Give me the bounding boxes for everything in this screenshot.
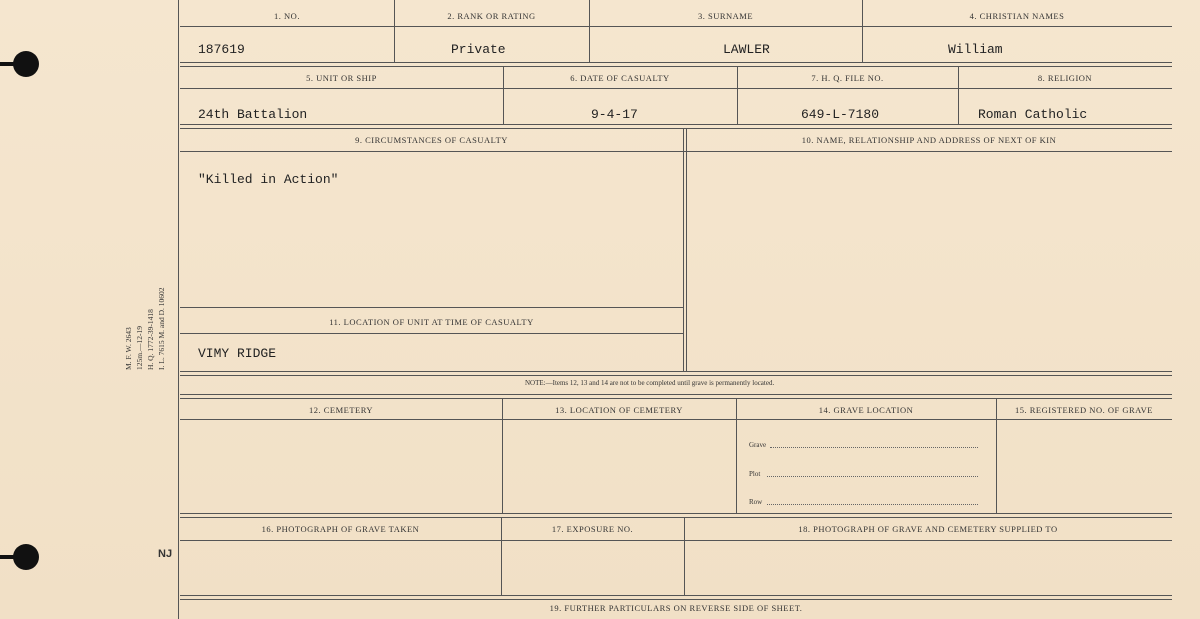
row1-rule bbox=[180, 26, 1172, 27]
punch-hole-bottom bbox=[13, 544, 39, 570]
christian-names-value: William bbox=[948, 42, 1003, 57]
row2-bottom-rule bbox=[180, 124, 1172, 129]
date-casualty-value: 9-4-17 bbox=[591, 107, 638, 122]
grave-location-label: 14. GRAVE LOCATION bbox=[818, 405, 914, 415]
photo-taken-label: 16. PHOTOGRAPH OF GRAVE TAKEN bbox=[261, 524, 420, 534]
unit-label: 5. UNIT OR SHIP bbox=[306, 73, 377, 83]
punch-hole-top bbox=[13, 51, 39, 77]
registered-no-label: 15. REGISTERED NO. OF GRAVE bbox=[1014, 405, 1154, 415]
christian-names-label: 4. CHRISTIAN NAMES bbox=[969, 11, 1065, 21]
circumstances-value: "Killed in Action" bbox=[198, 172, 339, 187]
rank-label: 2. RANK OR RATING bbox=[447, 11, 536, 21]
row-field-label: Row bbox=[749, 498, 763, 506]
rank-value: Private bbox=[451, 42, 506, 57]
side-print-line-2: 125m.—12-19 bbox=[135, 326, 144, 370]
side-print-line-1: M. F. W. 2643 bbox=[124, 327, 133, 370]
side-print-line-4: I. L. 7615 M. and D. 10602 bbox=[157, 287, 166, 370]
exposure-label: 17. EXPOSURE NO. bbox=[551, 524, 634, 534]
next-of-kin-label: 10. NAME, RELATIONSHIP AND ADDRESS OF NEXT OF KIN bbox=[801, 135, 1057, 145]
side-print bbox=[124, 250, 180, 370]
circumstances-label: 9. CIRCUMSTANCES OF CASUALTY bbox=[355, 135, 508, 145]
no-label: 1. NO. bbox=[274, 11, 300, 21]
plot-field-label: Plot bbox=[749, 470, 761, 478]
hq-file-label: 7. H. Q. FILE NO. bbox=[811, 73, 884, 83]
initials: NJ bbox=[158, 548, 173, 560]
cemetery-label: 12. CEMETERY bbox=[308, 405, 374, 415]
hq-file-value: 649-L-7180 bbox=[801, 107, 880, 122]
surname-value: LAWLER bbox=[723, 42, 770, 57]
location-unit-label: 11. LOCATION OF UNIT AT TIME OF CASUALTY bbox=[329, 317, 534, 327]
religion-label: 8. RELIGION bbox=[1037, 73, 1093, 83]
side-print-line-3: H. Q. 1772-39-1418 bbox=[146, 309, 155, 370]
religion-value: Roman Catholic bbox=[978, 107, 1088, 122]
surname-label: 3. SURNAME bbox=[697, 11, 754, 21]
date-casualty-label: 6. DATE OF CASUALTY bbox=[570, 73, 670, 83]
grave-field-label: Grave bbox=[749, 441, 767, 449]
note-text: NOTE:—Items 12, 13 and 14 are not to be completed until grave is permanently located. bbox=[525, 379, 775, 387]
photo-supplied-label: 18. PHOTOGRAPH OF GRAVE AND CEMETERY SUPPLIED TO bbox=[798, 524, 1058, 534]
unit-value: 24th Battalion bbox=[198, 107, 308, 122]
location-cemetery-label: 13. LOCATION OF CEMETERY bbox=[555, 405, 683, 415]
no-value: 187619 bbox=[198, 42, 245, 57]
row1-bottom-rule bbox=[180, 62, 1172, 67]
further-particulars-label: 19. FURTHER PARTICULARS ON REVERSE SIDE OF SHEET. bbox=[549, 603, 803, 613]
location-unit-value: VIMY RIDGE bbox=[198, 346, 277, 361]
